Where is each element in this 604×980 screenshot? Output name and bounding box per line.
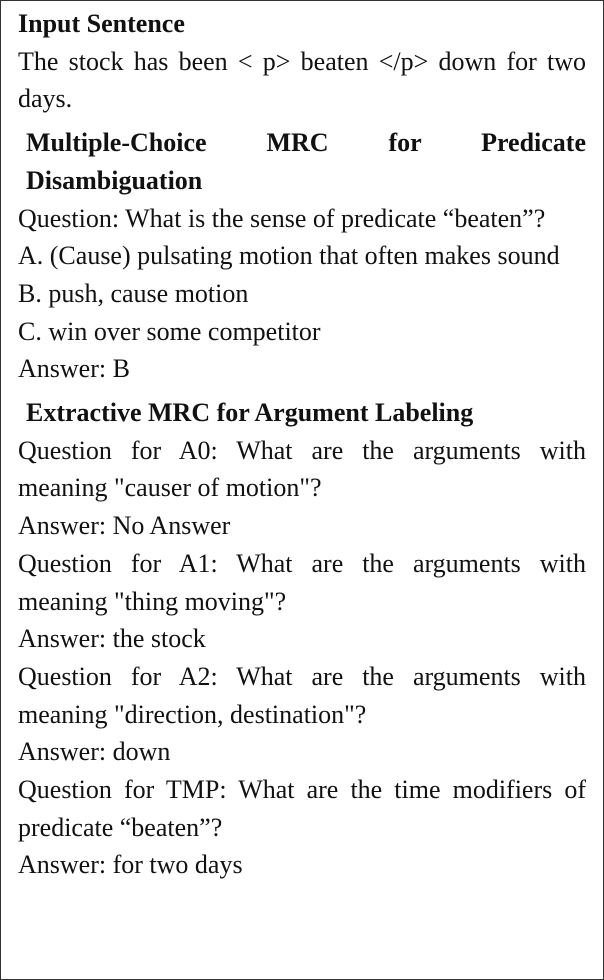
option-c: C. win over some competitor <box>18 316 321 346</box>
question-a2: Question for A2: What are the arguments with meaning "direction, destination"? <box>18 661 586 729</box>
predicate-question: Question: What is the sense of predicate “beaten”? <box>18 203 546 233</box>
input-sentence-text: The stock has been < p> beaten </p> down for two days. <box>18 46 586 114</box>
predicate-disambiguation-title: Multiple-Choice MRC for Predicate Disambiguation <box>26 128 586 195</box>
answer-a1: Answer: the stock <box>18 624 206 654</box>
option-b: B. push, cause motion <box>18 278 249 308</box>
question-tmp: Question for TMP: What are the time modifiers of predicate “beaten”? <box>18 775 586 842</box>
input-sentence-title: Input Sentence <box>18 9 185 38</box>
argument-labeling-section <box>18 394 586 884</box>
answer-a2: Answer: down <box>18 737 171 767</box>
predicate-disambiguation-section <box>18 124 586 388</box>
question-a0: Question for A0: What are the arguments with meaning "causer of motion"? <box>18 435 586 503</box>
predicate-answer: Answer: B <box>18 354 130 384</box>
input-sentence-section <box>18 5 586 118</box>
argument-labeling-title: Extractive MRC for Argument Labeling <box>26 398 474 428</box>
answer-tmp: Answer: for two days <box>18 850 243 880</box>
option-a: A. (Cause) pulsating motion that often makes sound <box>18 241 560 271</box>
answer-a0: Answer: No Answer <box>18 511 231 541</box>
question-a1: Question for A1: What are the arguments with meaning "thing moving"? <box>18 548 586 616</box>
